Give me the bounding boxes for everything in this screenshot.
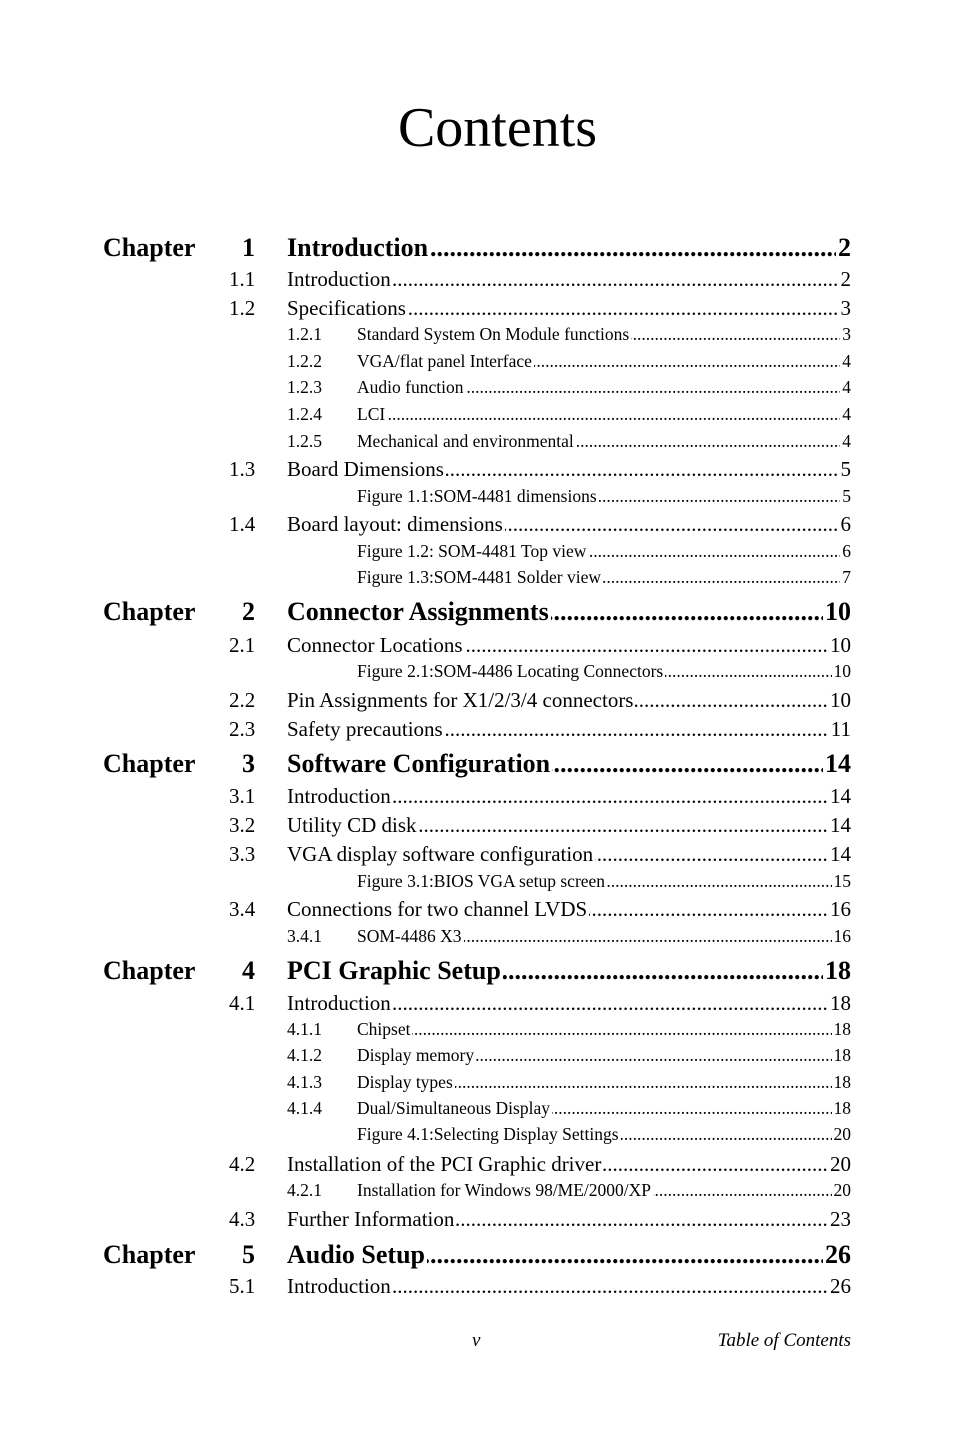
entry-title-leader xyxy=(357,870,851,892)
entry-number: 5.1 xyxy=(229,1274,256,1298)
entry-title-leader xyxy=(287,511,851,537)
entry-page-number: 2 xyxy=(838,233,851,262)
entry-page-number: 20 xyxy=(830,1152,851,1176)
entry-page-number: 16 xyxy=(833,926,851,946)
entry-title: Utility CD disk xyxy=(287,813,417,837)
entry-page-number: 18 xyxy=(825,956,851,985)
chapter-number: 4 xyxy=(242,956,255,985)
entry-title: LCI xyxy=(357,404,386,424)
entry-title-leader xyxy=(287,233,851,263)
entry-title-leader xyxy=(287,783,851,809)
entry-number: 2.3 xyxy=(229,717,256,741)
entry-page-number: 5 xyxy=(842,486,851,506)
entry-title: Pin Assignments for X1/2/3/4 connectors xyxy=(287,688,634,712)
entry-title-leader xyxy=(357,350,851,372)
entry-number: 4.3 xyxy=(229,1207,256,1231)
entry-number: 1.2.5 xyxy=(287,431,322,451)
chapter-word: Chapter xyxy=(103,749,196,778)
entry-number: 4.2.1 xyxy=(287,1180,322,1200)
entry-title: Board Dimensions xyxy=(287,457,444,481)
entry-number: 4.1.4 xyxy=(287,1098,322,1118)
entry-title: Further Information xyxy=(287,1207,455,1231)
entry-title: Safety precautions xyxy=(287,717,443,741)
entry-title: Figure 2.1:SOM-4486 Locating Connectors xyxy=(357,661,664,681)
entry-title: Introduction xyxy=(287,233,429,262)
chapter-word: Chapter xyxy=(103,597,196,626)
chapter-word: Chapter xyxy=(103,233,196,262)
entry-page-number: 14 xyxy=(830,784,851,808)
entry-number: 4.2 xyxy=(229,1152,256,1176)
entry-number: 4.1.2 xyxy=(287,1045,322,1065)
entry-number: 3.1 xyxy=(229,784,256,808)
entry-number: 4.1 xyxy=(229,991,256,1015)
page-title: Contents xyxy=(397,97,598,159)
entry-title: Mechanical and environmental xyxy=(357,431,574,451)
entry-title-leader xyxy=(287,956,851,986)
entry-page-number: 4 xyxy=(842,377,851,397)
entry-title: Introduction xyxy=(287,784,391,808)
chapter-number: 5 xyxy=(242,1240,255,1269)
entry-number: 1.2 xyxy=(229,296,256,320)
entry-page-number: 26 xyxy=(825,1240,851,1269)
entry-title: Connections for two channel LVDS xyxy=(287,897,588,921)
chapter-word: Chapter xyxy=(103,956,196,985)
entry-title: Software Configuration xyxy=(287,749,551,778)
entry-title: Installation of the PCI Graphic driver xyxy=(287,1152,602,1176)
entry-title: VGA display software configuration xyxy=(287,842,594,866)
entry-number: 1.2.3 xyxy=(287,377,322,397)
entry-page-number: 7 xyxy=(842,567,851,587)
entry-number: 2.1 xyxy=(229,633,256,657)
entry-number: 1.2.1 xyxy=(287,324,322,344)
chapter-number: 3 xyxy=(242,749,255,778)
entry-number: 3.4.1 xyxy=(287,926,322,946)
entry-title-leader xyxy=(287,597,851,627)
entry-page-number: 20 xyxy=(833,1180,851,1200)
entry-title-leader xyxy=(357,323,851,345)
entry-page-number: 14 xyxy=(830,813,851,837)
entry-title-leader xyxy=(287,1206,851,1232)
entry-title: Display types xyxy=(357,1072,453,1092)
entry-title-leader xyxy=(357,376,851,398)
entry-title-leader xyxy=(357,403,851,425)
entry-page-number: 20 xyxy=(833,1124,851,1144)
entry-number: 2.2 xyxy=(229,688,256,712)
entry-title: SOM-4486 X3 xyxy=(357,926,462,946)
entry-page-number: 10 xyxy=(833,661,851,681)
entry-title: Connector Assignments xyxy=(287,597,549,626)
entry-title-leader xyxy=(287,687,851,713)
footer-running-title: Table of Contents xyxy=(717,1330,851,1351)
entry-title-leader xyxy=(357,1097,851,1119)
entry-title-leader xyxy=(287,716,851,742)
entry-title-leader xyxy=(357,485,851,507)
entry-title-leader xyxy=(357,1179,851,1201)
entry-title: Chipset xyxy=(357,1019,411,1039)
entry-title-leader xyxy=(287,266,851,292)
entry-page-number: 14 xyxy=(825,749,851,778)
entry-title-leader xyxy=(287,632,851,658)
entry-title: Installation for Windows 98/ME/2000/XP xyxy=(357,1180,652,1200)
entry-number: 4.1.3 xyxy=(287,1072,322,1092)
entry-number: 3.2 xyxy=(229,813,256,837)
entry-title-leader xyxy=(357,660,851,682)
entry-title: Figure 1.1:SOM-4481 dimensions xyxy=(357,486,597,506)
entry-title-leader xyxy=(287,990,851,1016)
entry-page-number: 4 xyxy=(842,351,851,371)
entry-page-number: 18 xyxy=(833,1072,851,1092)
entry-page-number: 23 xyxy=(830,1207,851,1231)
chapter-number: 2 xyxy=(242,597,255,626)
entry-number: 1.1 xyxy=(229,267,256,291)
entry-title-leader xyxy=(357,566,851,588)
entry-page-number: 10 xyxy=(830,633,851,657)
entry-number: 1.2.2 xyxy=(287,351,322,371)
entry-title: Standard System On Module functions xyxy=(357,324,630,344)
entry-page-number: 6 xyxy=(842,541,851,561)
entry-page-number: 18 xyxy=(833,1019,851,1039)
entry-page-number: 18 xyxy=(833,1045,851,1065)
entry-title: VGA/flat panel Interface xyxy=(357,351,532,371)
entry-title-leader xyxy=(357,430,851,452)
entry-page-number: 3 xyxy=(842,324,851,344)
entry-title-leader xyxy=(287,812,851,838)
entry-number: 1.3 xyxy=(229,457,256,481)
entry-number: 4.1.1 xyxy=(287,1019,322,1039)
entry-page-number: 6 xyxy=(840,512,851,536)
entry-number: 1.4 xyxy=(229,512,256,536)
entry-page-number: 2 xyxy=(840,267,851,291)
entry-title-leader xyxy=(287,456,851,482)
entry-title-leader xyxy=(357,925,851,947)
entry-title-leader xyxy=(287,896,851,922)
entry-title-leader xyxy=(287,1151,851,1177)
chapter-word: Chapter xyxy=(103,1240,196,1269)
entry-title-leader xyxy=(287,295,851,321)
entry-page-number: 4 xyxy=(842,431,851,451)
entry-page-number: 4 xyxy=(842,404,851,424)
entry-title: Specifications xyxy=(287,296,406,320)
entry-title: PCI Graphic Setup xyxy=(287,956,501,985)
entry-title-leader xyxy=(357,1071,851,1093)
entry-title-leader xyxy=(287,1240,851,1270)
entry-page-number: 16 xyxy=(830,897,851,921)
entry-page-number: 10 xyxy=(830,688,851,712)
entry-title: Introduction xyxy=(287,267,391,291)
entry-title: Audio Setup xyxy=(287,1240,425,1269)
entry-title-leader xyxy=(357,1044,851,1066)
entry-page-number: 3 xyxy=(840,296,851,320)
entry-number: 3.3 xyxy=(229,842,256,866)
entry-title: Figure 1.2: SOM-4481 Top view xyxy=(357,541,587,561)
entry-title: Connector Locations xyxy=(287,633,463,657)
entry-title: Board layout: dimensions xyxy=(287,512,503,536)
entry-page-number: 11 xyxy=(830,717,851,741)
entry-title-leader xyxy=(287,841,851,867)
entry-title: Figure 4.1:Selecting Display Settings xyxy=(357,1124,619,1144)
entry-page-number: 18 xyxy=(830,991,851,1015)
entry-title: Dual/Simultaneous Display xyxy=(357,1098,550,1118)
entry-title: Introduction xyxy=(287,1274,391,1298)
entry-page-number: 15 xyxy=(833,871,851,891)
entry-title-leader xyxy=(357,540,851,562)
entry-page-number: 18 xyxy=(833,1098,851,1118)
entry-title-leader xyxy=(287,749,851,779)
entry-page-number: 10 xyxy=(825,597,851,626)
entry-page-number: 26 xyxy=(830,1274,851,1298)
entry-title: Figure 1.3:SOM-4481 Solder view xyxy=(357,567,602,587)
entry-title: Figure 3.1:BIOS VGA setup screen xyxy=(357,871,606,891)
entry-title-leader xyxy=(357,1018,851,1040)
entry-title: Audio function xyxy=(357,377,464,397)
chapter-number: 1 xyxy=(242,233,255,262)
entry-page-number: 14 xyxy=(830,842,851,866)
entry-number: 3.4 xyxy=(229,897,256,921)
entry-title-leader xyxy=(357,1123,851,1145)
footer-page-number: v xyxy=(472,1330,481,1351)
entry-title: Introduction xyxy=(287,991,391,1015)
entry-title: Display memory xyxy=(357,1045,475,1065)
entry-number: 1.2.4 xyxy=(287,404,322,424)
entry-page-number: 5 xyxy=(840,457,851,481)
entry-title-leader xyxy=(287,1273,851,1299)
